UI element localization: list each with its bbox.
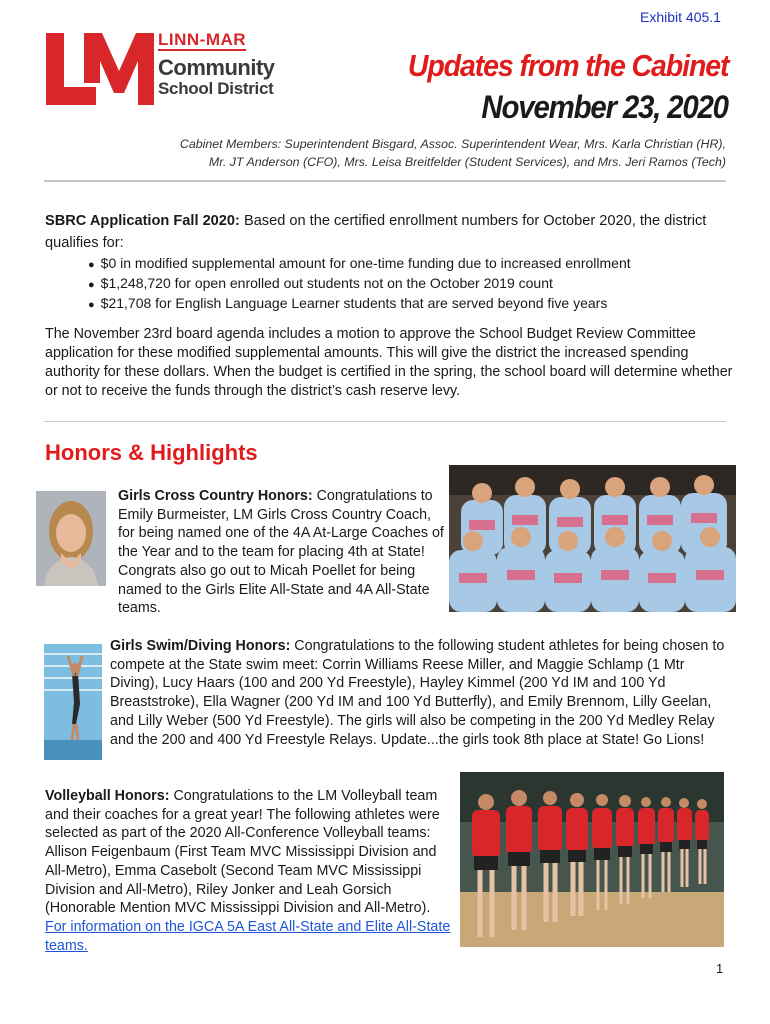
list-item: ● $21,708 for English Language Learner students that are served beyond five years xyxy=(88,294,748,314)
cabinet-members-line-1: Cabinet Members: Superintendent Bisgard, Assoc. Superintendent Wear, Mrs. Karla Christian (HR), xyxy=(179,137,726,151)
volleyball-heading: Volleyball Honors: xyxy=(45,788,170,804)
volleyball-text: Congratulations to the LM Volleyball team and their coaches for a great year! The following athletes were selected as part of the 2020 All-Conference Volleyball teams: Allison Feigenbaum (First Team MVC Mississippi Division and All-Metro), Emma Casebolt (Second Team MVC Mississippi Division and All-Metro), Riley Jonker and Leah Gorsich (Honorable Mention MVC Mississippi Division and All-Metro). xyxy=(45,788,440,917)
igca-all-state-link[interactable]: For information on the IGCA 5A East All-State and Elite All-State teams. xyxy=(45,918,451,954)
sbrc-heading: SBRC Application Fall 2020: xyxy=(45,213,240,229)
sbrc-intro: Based on the certified enrollment numbers for October 2020, the district qualifies for: xyxy=(45,213,707,251)
divider xyxy=(44,421,726,422)
list-item: ● $0 in modified supplemental amount for one-time funding due to increased enrollment xyxy=(88,254,748,274)
sbrc-paragraph: The November 23rd board agenda includes a motion to approve the School Budget Review Committee application for these modified supplemental amounts. This will give the district the increased spending authority for these dollars. When the budget is certified in the spring, the school board will determine whether or not to receive the funds through the district’s cash reserve levy. xyxy=(45,326,733,399)
page-date: November 23, 2020 xyxy=(481,89,728,125)
sbrc-bullet-list xyxy=(88,254,748,314)
list-item: ● $1,248,720 for open enrolled out students not on the October 2019 count xyxy=(88,274,748,294)
divider xyxy=(44,180,726,182)
swim-text: Congratulations to the following student athletes for being chosen to compete at the State swim meet: Corrin Williams Reese Miller, and Maggie Schlamp (1 Mtr Diving), Lucy Haars (100 and 200 Yd Freestyle), Hayley Kimmel (200 Yd IM and 100 Yd Breaststroke), Ella Wagner (200 Yd IM and 100 Yd Butterfly), and Emily Brennom, Lilly Geelan, and Lilly Weber (500 Yd Freestyle). The girls will also be competing in the 200 Yd Medley Relay and the 200 and 400 Yd Freestyle Relays. Update...the girls took 8th place at State! Go Lions! xyxy=(110,638,725,748)
diver-photo xyxy=(44,644,102,760)
cabinet-members xyxy=(146,135,726,171)
cross-country-text: Congratulations to Emily Burmeister, LM Girls Cross Country Coach, for being named one of the 4A At-Large Coaches of the Year and to the team for placing 4th at State! Congrats also go out to Micah Poellet for being named to the Girls Elite All-State and 4A All-State teams. xyxy=(118,488,444,617)
volleyball-team-photo xyxy=(460,772,724,947)
swim-heading: Girls Swim/Diving Honors: xyxy=(110,638,291,654)
page-number: 1 xyxy=(716,961,724,976)
logo-school-district: School District xyxy=(158,79,274,98)
cabinet-members-line-2: Mr. JT Anderson (CFO), Mrs. Leisa Breitfelder (Student Services), and Mrs. Jeri Ramos (Tech) xyxy=(208,155,726,169)
logo-community: Community xyxy=(158,55,275,80)
cross-country-heading: Girls Cross Country Honors: xyxy=(118,488,313,504)
coach-portrait-image xyxy=(36,491,106,586)
sbrc-section xyxy=(45,210,735,254)
lm-logo-icon xyxy=(44,31,156,107)
swim-paragraph xyxy=(110,637,730,749)
honors-heading: Honors & Highlights xyxy=(45,440,258,465)
cross-country-paragraph xyxy=(118,487,444,618)
exhibit-label: Exhibit 405.1 xyxy=(640,9,721,25)
logo-linn-mar: LINN-MAR xyxy=(158,30,247,49)
page-title: Updates from the Cabinet xyxy=(407,48,728,83)
district-logo-text xyxy=(158,31,275,97)
volleyball-paragraph xyxy=(45,787,455,955)
cross-country-team-photo xyxy=(449,465,736,612)
